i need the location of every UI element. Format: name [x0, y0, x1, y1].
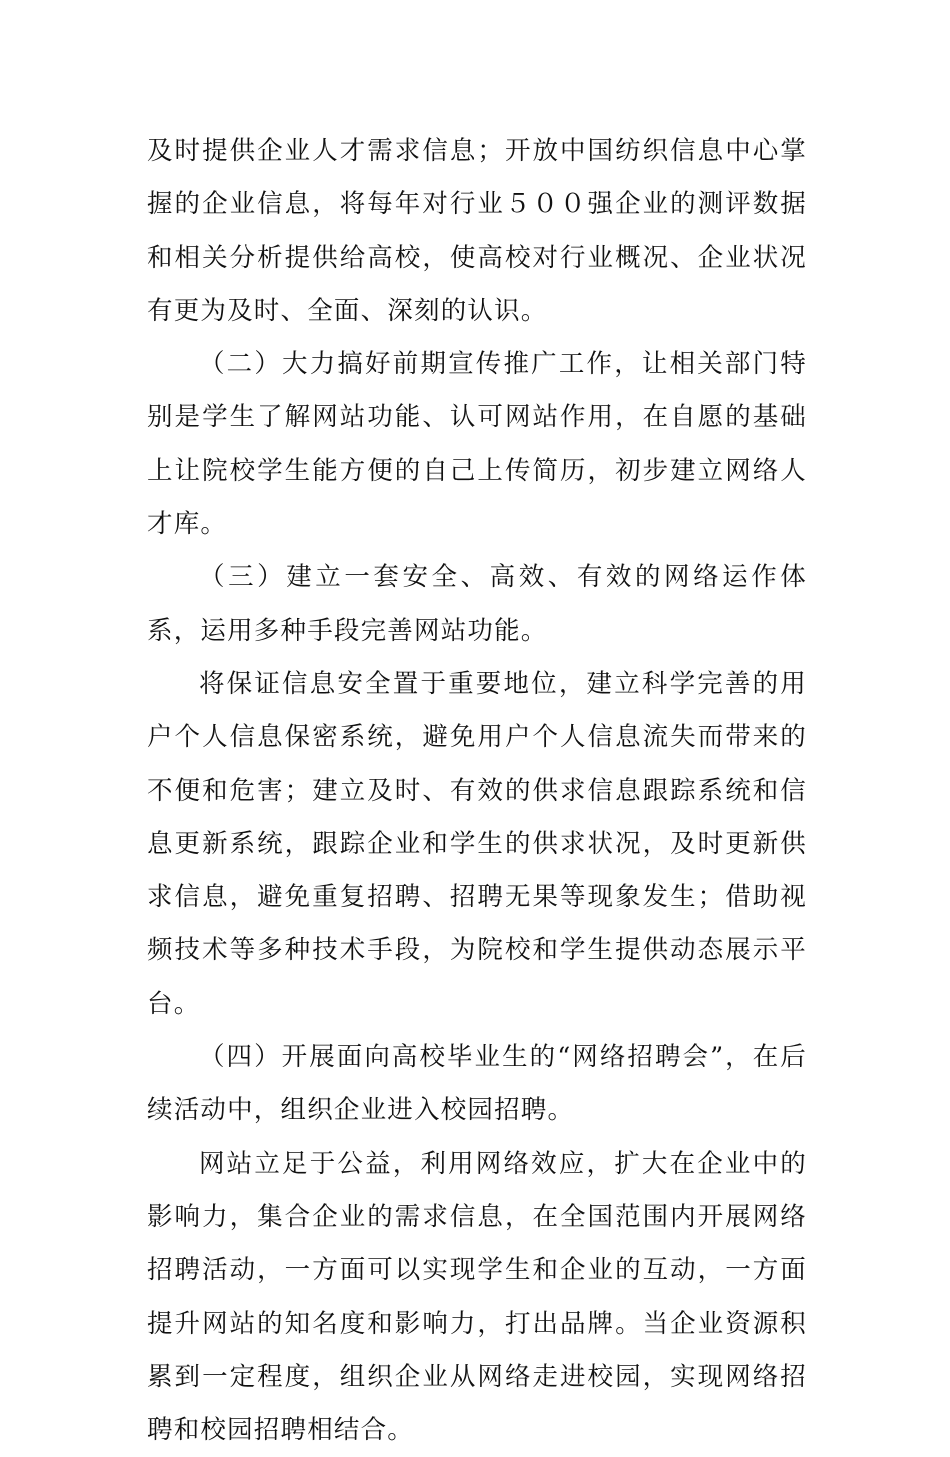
paragraph-network-recruitment: 网站立足于公益，利用网络效应，扩大在企业中的影响力，集合企业的需求信息，在全国范围内开展网络招聘活动，一方面可以实现学生和企业的互动，一方面提升网站的知名度和影响力，打出品牌。当企业资源积累到一定程度，组织企业从网络走进校园，实现网络招聘和校园招聘相结合。 [147, 1148, 807, 1446]
paragraph-section-4: （四）开展面向高校毕业生的“网络招聘会”，在后续活动中，组织企业进入校园招聘。 [147, 1042, 807, 1126]
body-text [147, 125, 807, 1457]
paragraph-section-3: （三）建立一套安全、高效、有效的网络运作体系，运用多种手段完善网站功能。 [147, 562, 807, 646]
paragraph-continuation: 及时提供企业人才需求信息；开放中国纺织信息中心掌握的企业信息，将每年对行业５００强企业的测评数据和相关分析提供给高校，使高校对行业概况、企业状况有更为及时、全面、深刻的认识。 [147, 136, 807, 326]
paragraph-security: 将保证信息安全置于重要地位，建立科学完善的用户个人信息保密系统，避免用户个人信息流失而带来的不便和危害；建立及时、有效的供求信息跟踪系统和信息更新系统，跟踪企业和学生的供求状况，及时更新供求信息，避免重复招聘、招聘无果等现象发生；借助视频技术等多种技术手段，为院校和学生提供动态展示平台。 [147, 668, 807, 1019]
paragraph-section-2: （二）大力搞好前期宣传推广工作，让相关部门特别是学生了解网站功能、认可网站作用，在自愿的基础上让院校学生能方便的自己上传简历，初步建立网络人才库。 [147, 349, 807, 540]
